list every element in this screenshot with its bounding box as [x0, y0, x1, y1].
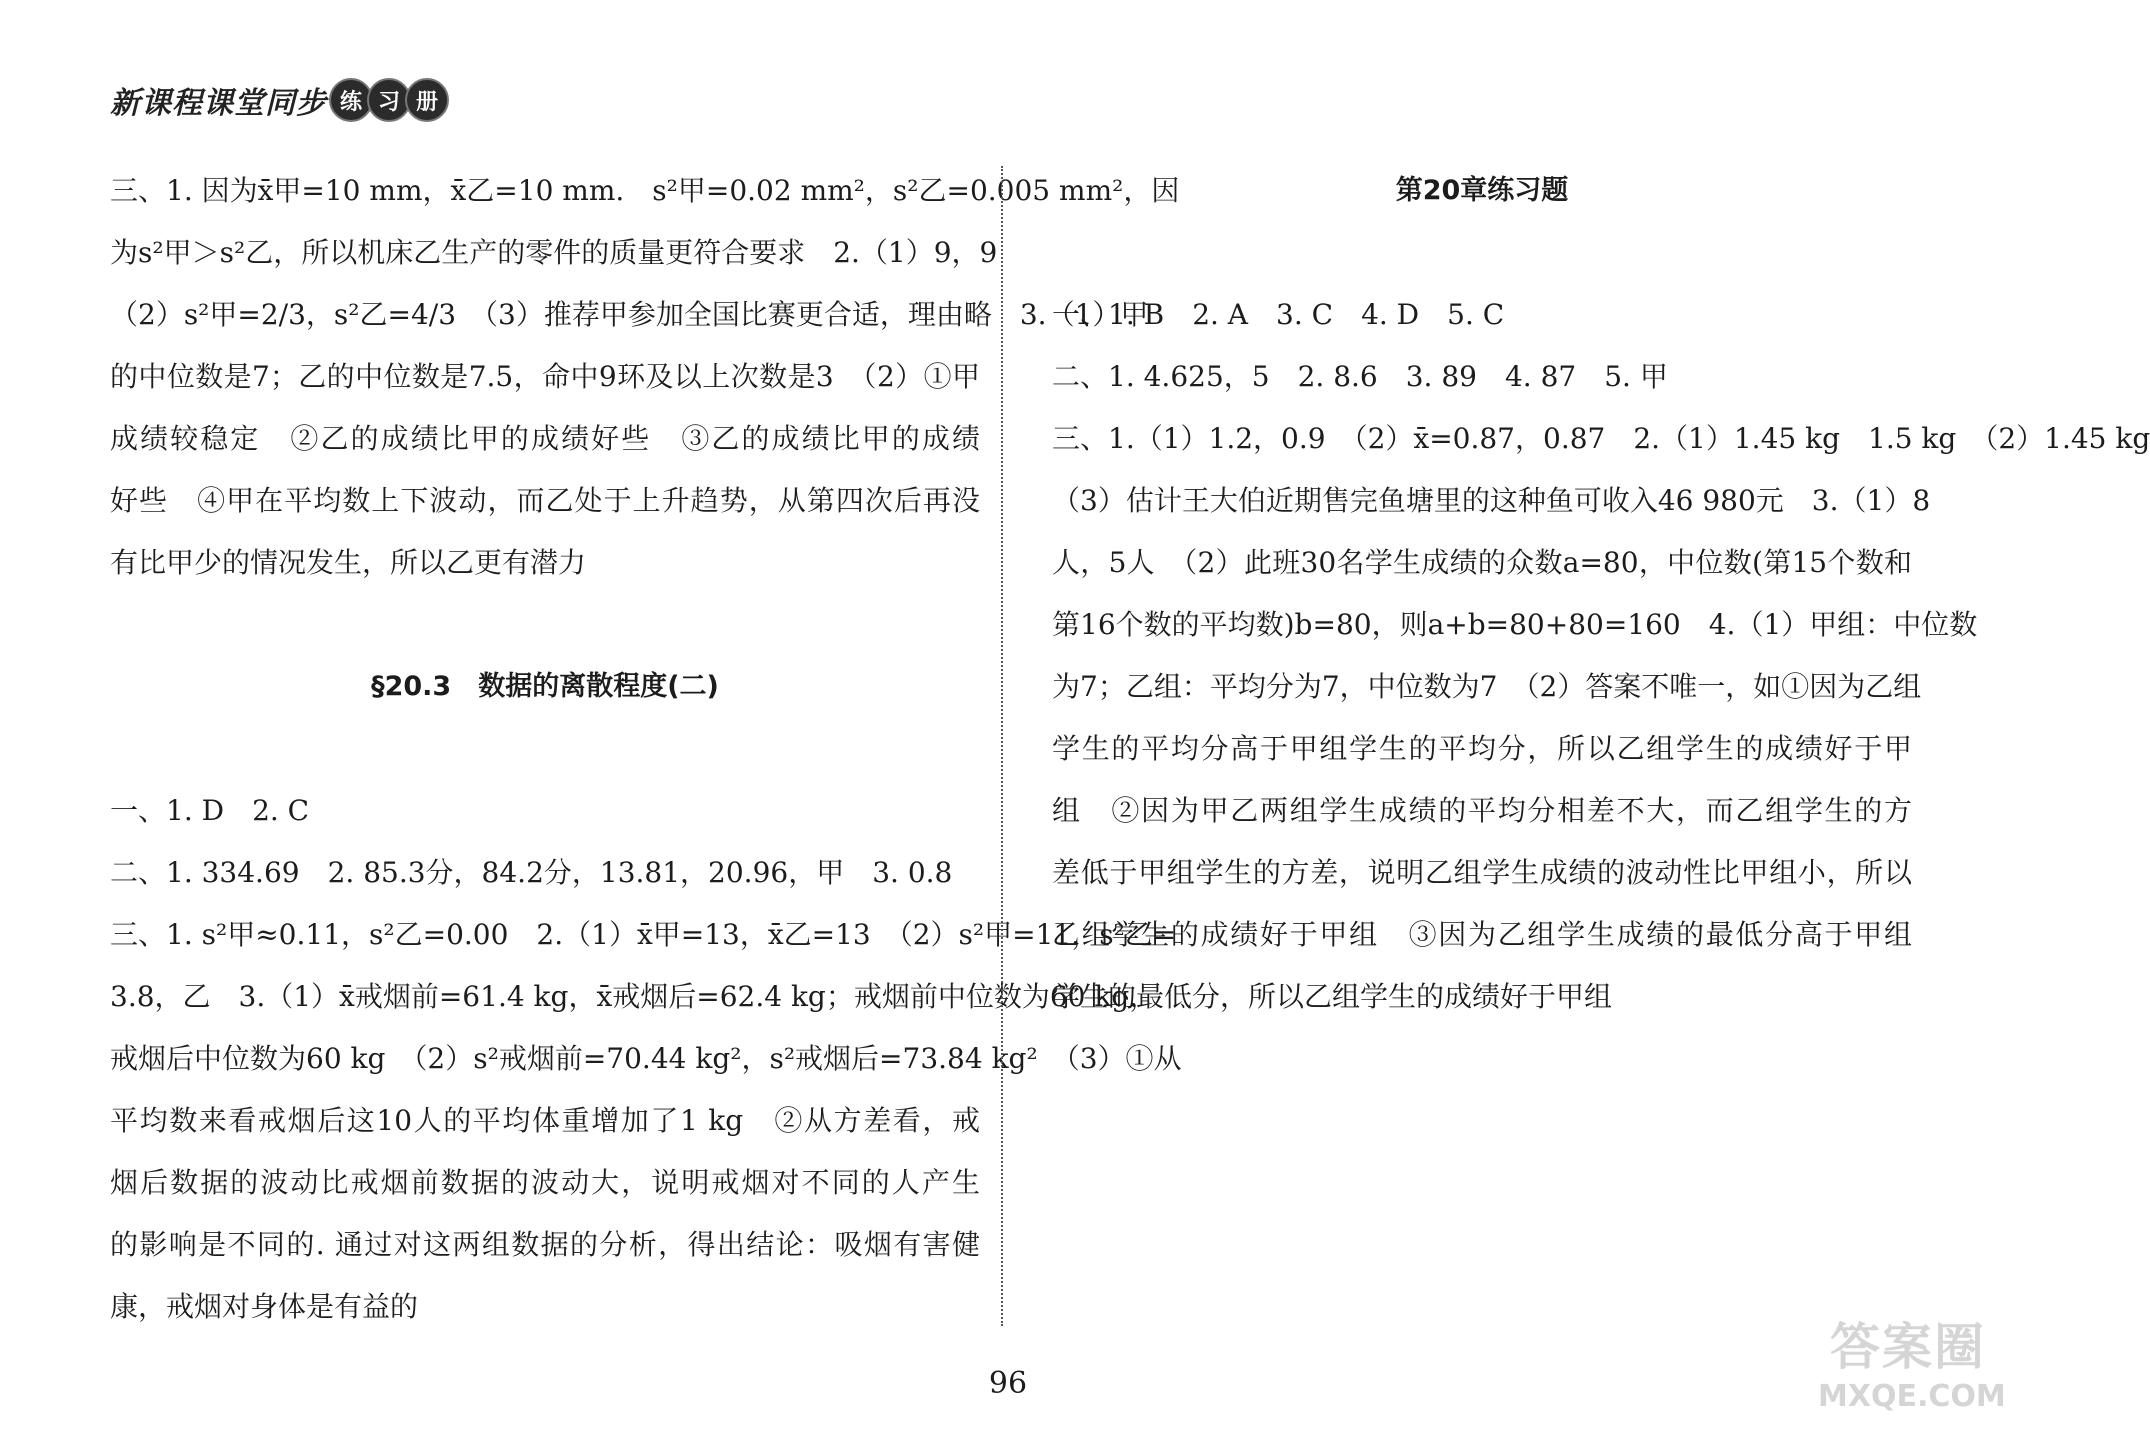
answer-line: 为s²甲＞s²乙，所以机床乙生产的零件的质量更符合要求 2.（1）9，9	[110, 236, 998, 269]
answer-line: 戒烟后中位数为60 kg （2）s²戒烟前=70.44 kg²，s²戒烟后=73.84 kg² （3）①从	[110, 1042, 1182, 1075]
page-number: 96	[988, 1366, 1028, 1401]
answer-line: 人，5人 （2）此班30名学生成绩的众数a=80，中位数(第15个数和	[1052, 546, 1912, 579]
answer-line: 成绩较稳定 ②乙的成绩比甲的成绩好些 ③乙的成绩比甲的成绩	[110, 422, 980, 455]
watermark-logo: 答案圈	[1830, 1318, 1986, 1376]
answer-line: 差低于甲组学生的方差，说明乙组学生成绩的波动性比甲组小，所以	[1052, 856, 1912, 889]
title-badge: 练	[329, 78, 373, 122]
title-badge: 习	[367, 78, 411, 122]
answer-line: 3.8，乙 3.（1）x̄戒烟前=61.4 kg，x̄戒烟后=62.4 kg；戒烟前中位数为60 kg，	[110, 980, 1158, 1013]
answer-line: 平均数来看戒烟后这10人的平均体重增加了1 kg ②从方差看，戒	[110, 1104, 980, 1137]
answer-line: 二、1. 334.69 2. 85.3分，84.2分，13.81，20.96，甲 3. 0.8	[110, 856, 953, 889]
answer-line: 烟后数据的波动比戒烟前数据的波动大，说明戒烟对不同的人产生	[110, 1166, 980, 1199]
answer-line: 好些 ④甲在平均数上下波动，而乙处于上升趋势，从第四次后再没	[110, 484, 980, 517]
answer-line: 三、1.（1）1.2，0.9 （2）x̄=0.87，0.87 2.（1）1.45 kg 1.5 kg （2）1.45 kg	[1052, 422, 2150, 455]
answer-line: 第16个数的平均数)b=80，则a+b=80+80=160 4.（1）甲组：中位数	[1052, 608, 1978, 641]
answer-line: 三、1. s²甲≈0.11，s²乙=0.00 2.（1）x̄甲=13，x̄乙=13 （2）s²甲=11，s²乙=	[110, 918, 1177, 951]
answer-line: 学生的平均分高于甲组学生的平均分，所以乙组学生的成绩好于甲	[1052, 732, 1912, 765]
answer-line: 为7；乙组：平均分为7，中位数为7 （2）答案不唯一，如①因为乙组	[1052, 670, 1922, 703]
book-header	[110, 78, 449, 122]
title-badges	[335, 78, 449, 122]
answer-line: 康，戒烟对身体是有益的	[110, 1290, 419, 1323]
answer-line: 的中位数是7；乙的中位数是7.5，命中9环及以上次数是3 （2）①甲	[110, 360, 980, 393]
answer-line: （2）s²甲=2/3，s²乙=4/3 （3）推荐甲参加全国比赛更合适，理由略 3.（1）甲	[110, 298, 1149, 331]
answer-line: 三、1. 因为x̄甲=10 mm，x̄乙=10 mm. s²甲=0.02 mm²，s²乙=0.005 mm²，因	[110, 174, 1180, 207]
book-title: 新课程课堂同步	[110, 86, 327, 121]
title-badge: 册	[405, 78, 449, 122]
answer-line: 一、1. D 2. C	[110, 794, 310, 827]
column-divider	[1001, 166, 1003, 1326]
answer-line: 的影响是不同的. 通过对这两组数据的分析，得出结论：吸烟有害健	[110, 1228, 980, 1261]
answer-line: （3）估计王大伯近期售完鱼塘里的这种鱼可收入46 980元 3.（1）8	[1052, 484, 1931, 517]
answer-line: 一、1. B 2. A 3. C 4. D 5. C	[1052, 298, 1505, 331]
section-heading: §20.3 数据的离散程度(二)	[371, 671, 719, 702]
watermark-url: MXQE.COM	[1818, 1379, 2006, 1414]
answer-line: 学生的最低分，所以乙组学生的成绩好于甲组	[1052, 980, 1613, 1013]
left-column	[110, 160, 1182, 1338]
answer-line: 有比甲少的情况发生，所以乙更有潜力	[110, 546, 587, 579]
right-column	[1052, 160, 2150, 1028]
chapter-heading: 第20章练习题	[1395, 175, 1569, 206]
answer-line: 乙组学生的成绩好于甲组 ③因为乙组学生成绩的最低分高于甲组	[1052, 918, 1912, 951]
answer-line: 二、1. 4.625，5 2. 8.6 3. 89 4. 87 5. 甲	[1052, 360, 1668, 393]
watermark	[1818, 1307, 2006, 1417]
answer-line: 组 ②因为甲乙两组学生成绩的平均分相差不大，而乙组学生的方	[1052, 794, 1912, 827]
